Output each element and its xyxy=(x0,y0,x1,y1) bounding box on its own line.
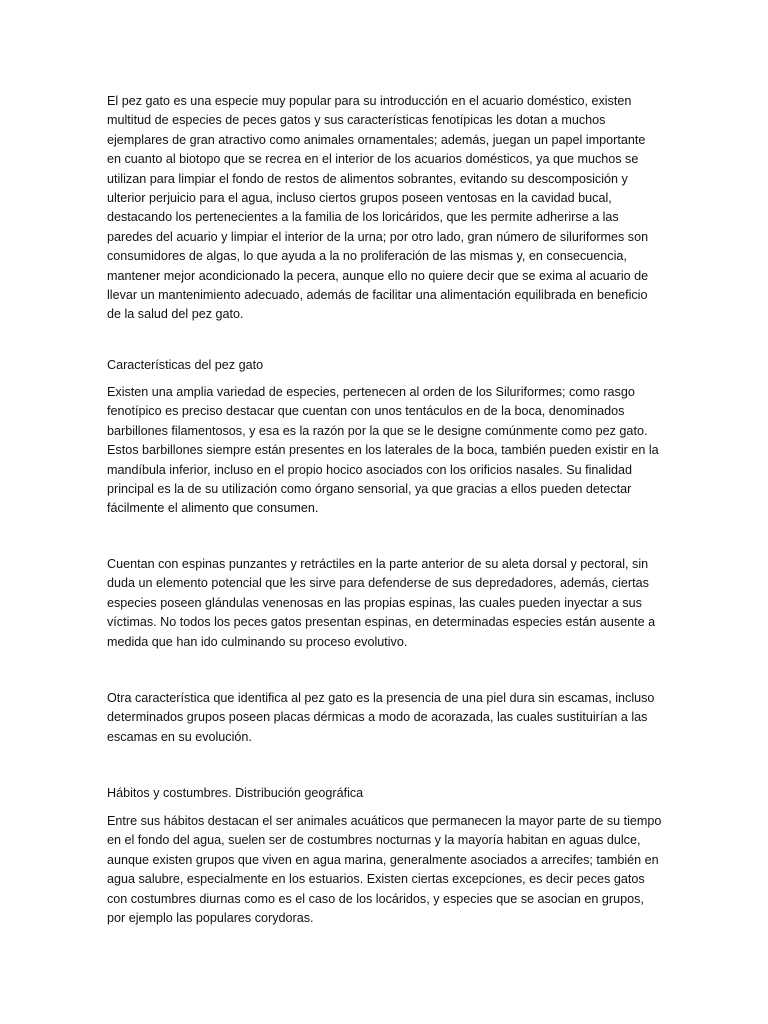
section-heading-habits: Hábitos y costumbres. Distribución geográfica xyxy=(107,786,364,800)
characteristics-paragraph-3: Otra característica que identifica al pez gato es la presencia de una piel dura sin escamas, incluso determinados grupos poseen placas dérmicas a modo de acorazada, las cuales sustituirían a las escamas en su evolución. xyxy=(107,691,655,744)
habits-paragraph: Entre sus hábitos destacan el ser animales acuáticos que permanecen la mayor parte de su tiempo en el fondo del agua, suelen ser de costumbres nocturnas y la mayoría habitan en aguas dulce, aunque existen grupos que viven en agua marina, generalmente asociados a arrecifes; también en agua salubre, especialmente en los estuarios. Existen ciertas excepciones, es decir peces gatos con costumbres diurnas como es el caso de los locáridos, y especies que se asocian en grupos, por ejemplo las populares corydoras. xyxy=(107,814,662,926)
characteristics-paragraph-1: Existen una amplia variedad de especies, pertenecen al orden de los Siluriformes; como rasgo fenotípico es preciso destacar que cuentan con unos tentáculos en de la boca, denominados barbillones filamentosos, y esa es la razón por la que se le designe comúnmente como pez gato. Estos barbillones siempre están presentes en los laterales de la boca, también pueden existir en la mandíbula inferior, incluso en el propio hocico asociados con los orificios nasales. Su finalidad principal es la de su utilización como órgano sensorial, ya que gracias a ellos pueden detectar fácilmente el alimento que consumen. xyxy=(107,385,659,516)
section-heading-characteristics: Características del pez gato xyxy=(107,358,264,372)
intro-paragraph: El pez gato es una especie muy popular para su introducción en el acuario doméstico, existen multitud de especies de peces gatos y sus características fenotípicas les dotan a muchos ejemplares de gran atractivo como animales ornamentales; además, juegan un papel importante en cuanto al biotopo que se recrea en el interior de los acuarios domésticos, ya que muchos se utilizan para limpiar el fondo de restos de alimentos sobrantes, evitando su descomposición y ulterior perjuicio para el agua, incluso ciertos grupos poseen ventosas en la cavidad bucal, destacando los pertenecientes a la familia de los loricáridos, que les permite adherirse a las paredes del acuario y limpiar el interior de la urna; por otro lado, gran número de siluriformes son consumidores de algas, lo que ayuda a la no proliferación de las mismas y, en consecuencia, mantener mejor acondicionado la pecera, aunque ello no quiere decir que se exima al acuario de llevar un mantenimiento adecuado, además de facilitar una alimentación equilibrada en beneficio de la salud del pez gato. xyxy=(107,94,649,322)
characteristics-paragraph-2: Cuentan con espinas punzantes y retráctiles en la parte anterior de su aleta dorsal y pectoral, sin duda un elemento potencial que les sirve para defenderse de sus depredadores, además, ciertas especies poseen glándulas venenosas en las propias espinas, las cuales pueden inyectar a sus víctimas. No todos los peces gatos presentan espinas, en determinadas especies están ausente a medida que han ido culminando su proceso evolutivo. xyxy=(107,557,656,649)
